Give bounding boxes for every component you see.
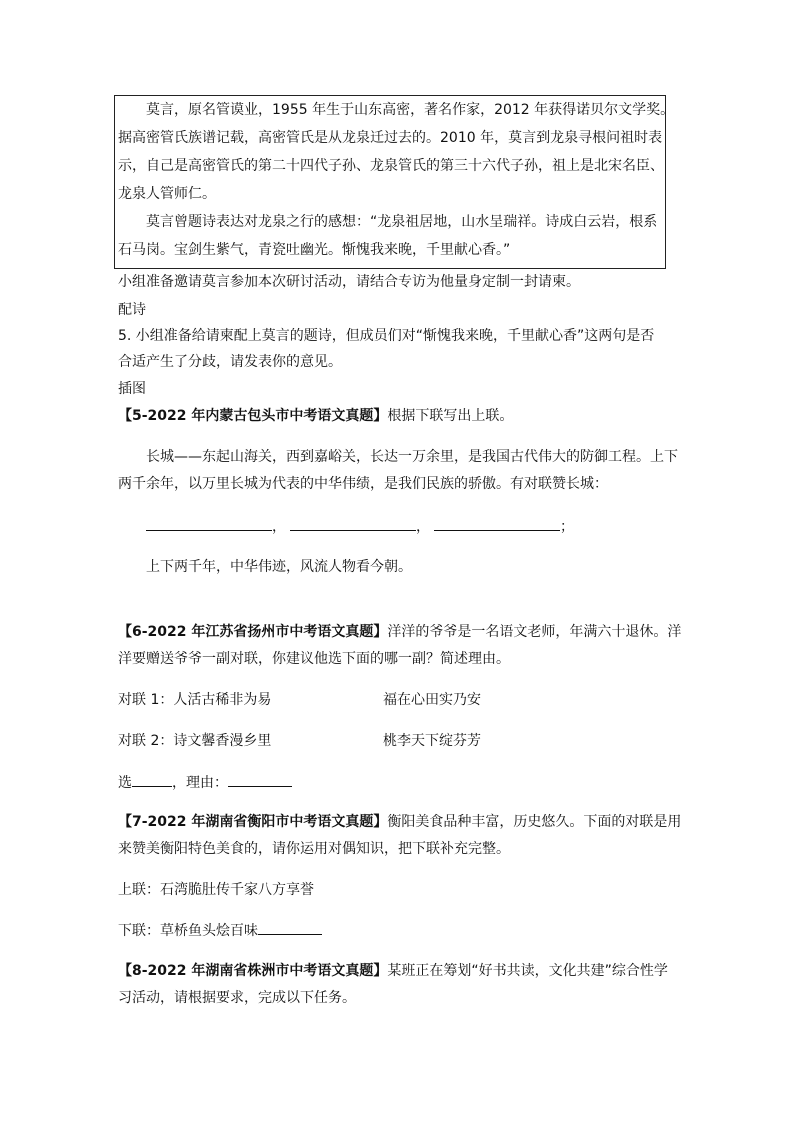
couplet-1-left: 对联 1：人活古稀非为易 — [118, 692, 272, 708]
choice-blank[interactable] — [132, 772, 172, 787]
question-7-2022-line1 — [118, 812, 681, 832]
question-source-tag: 【8-2022 年湖南省株洲市中考语文真题】 — [118, 963, 388, 979]
section-heading-poem: 配诗 — [118, 302, 146, 318]
question-6-2022-line2: 洋要赠送爷爷一副对联，你建议他选下面的哪一副？简述理由。 — [118, 651, 510, 667]
question-prompt: 根据下联写出上联。 — [387, 408, 514, 424]
invite-text: 小组准备邀请莫言参加本次研讨活动，请结合专访为他量身定制一封请柬。 — [118, 274, 580, 290]
question-8-2022-line1 — [118, 961, 668, 981]
greatwall-paragraph-line2: 两千余年，以万里长城为代表的中华伟绩，是我们民族的骄傲。有对联赞长城： — [118, 476, 608, 492]
upper-couplet: 上联：石湾脆肚传千家八方享誉 — [118, 882, 314, 898]
lower-couplet-greatwall: 上下两千年，中华伟迹，风流人物看今朝。 — [146, 559, 412, 575]
answer-blanks-row — [146, 516, 574, 537]
question-5-line2: 合适产生了分歧，请发表你的意见。 — [118, 354, 342, 370]
question-text: 衡阳美食品种丰富，历史悠久。下面的对联是用 — [387, 814, 682, 830]
separator: ， — [272, 519, 286, 535]
couplet-2-left: 对联 2：诗文馨香漫乡里 — [118, 733, 272, 749]
question-source-tag: 【6-2022 年江苏省扬州市中考语文真题】 — [118, 624, 388, 640]
answer-blank[interactable] — [290, 516, 416, 531]
question-8-2022-line2: 习活动，请根据要求，完成以下任务。 — [118, 990, 356, 1006]
answer-blank[interactable] — [146, 516, 272, 531]
section-heading-illustration: 插图 — [118, 381, 146, 397]
question-5-2022 — [118, 406, 513, 426]
answer-blank[interactable] — [434, 516, 560, 531]
excerpt-line: 石马岗。宝剑生紫气，青瓷吐幽光。惭愧我来晚，千里献心香。” — [118, 242, 511, 258]
greatwall-paragraph-line1: 长城——东起山海关，西到嘉峪关，长达一万余里，是我国古代伟大的防御工程。上下 — [146, 449, 678, 465]
excerpt-line: 示，自己是高密管氏的第二十四代子孙、龙泉管氏的第三十六代子孙，祖上是北宋名臣、 — [118, 158, 664, 174]
question-source-tag: 【5-2022 年内蒙古包头市中考语文真题】 — [118, 408, 388, 424]
reason-label: ，理由： — [172, 775, 228, 791]
question-6-2022-line1 — [118, 622, 681, 642]
excerpt-box — [114, 95, 675, 269]
separator: ； — [560, 519, 574, 535]
separator: ， — [416, 519, 430, 535]
excerpt-line: 据高密管氏族谱记载，高密管氏是从龙泉迁过去的。2010 年，莫言到龙泉寻根问祖时表 — [118, 130, 663, 146]
couplet-2-right: 桃李天下绽芬芳 — [383, 733, 481, 749]
lower-couplet-row — [118, 920, 322, 941]
question-7-2022-line2: 来赞美衡阳特色美食的，请你运用对偶知识，把下联补充完整。 — [118, 841, 510, 857]
excerpt-line: 莫言，原名管谟业，1955 年生于山东高密，著名作家，2012 年获得诺贝尔文学奖。 — [146, 102, 675, 118]
excerpt-line: 莫言曾题诗表达对龙泉之行的感想：“龙泉祖居地，山水呈瑞祥。诗成白云岩，根系 — [146, 214, 658, 230]
couplet-1-right: 福在心田实乃安 — [383, 692, 481, 708]
choice-reason-row — [118, 772, 292, 793]
lower-couplet: 下联：草桥鱼头烩百味 — [118, 923, 258, 939]
question-text: 洋洋的爷爷是一名语文老师，年满六十退休。洋 — [387, 624, 682, 640]
excerpt-line: 龙泉人管师仁。 — [118, 186, 216, 202]
question-text: 某班正在筹划“好书共读，文化共建”综合性学 — [387, 963, 668, 979]
question-source-tag: 【7-2022 年湖南省衡阳市中考语文真题】 — [118, 814, 388, 830]
couplet-blank[interactable] — [258, 920, 322, 935]
question-5-line1: 5. 小组准备给请柬配上莫言的题诗，但成员们对“惭愧我来晚，千里献心香”这两句是否 — [118, 328, 655, 344]
reason-blank[interactable] — [228, 772, 292, 787]
choose-label: 选 — [118, 775, 132, 791]
